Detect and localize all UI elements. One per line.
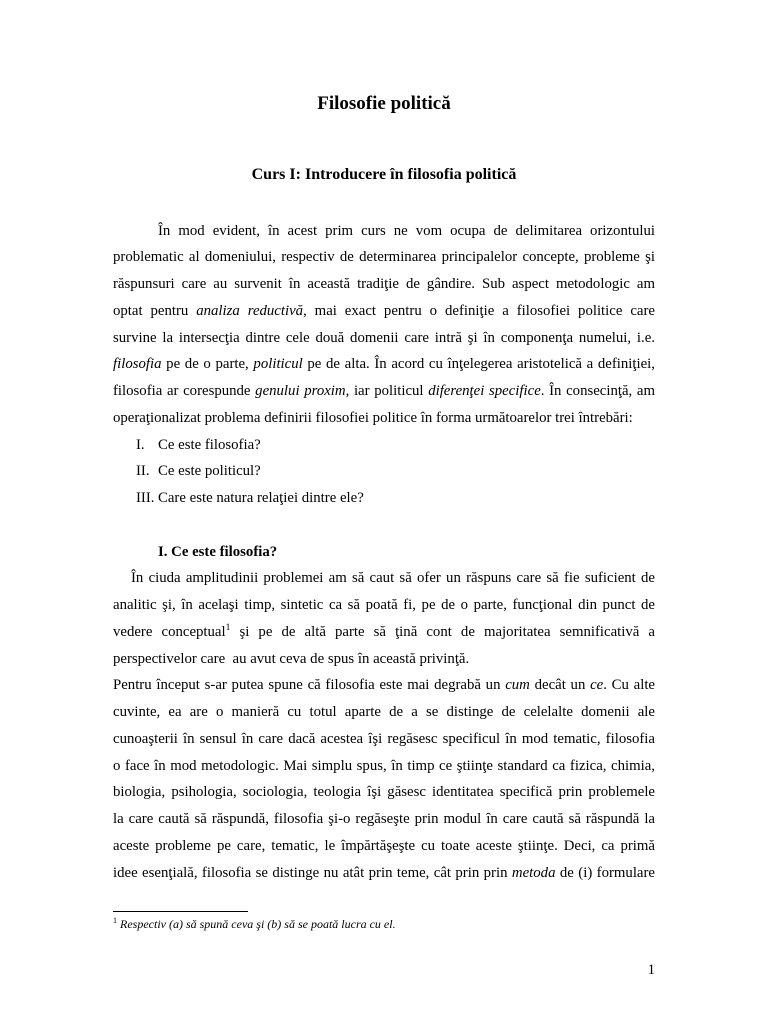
text-run: cunoaşterii în sensul în care dacă acestea îşi regăsesc specificul în mod tematic, filosofia bbox=[113, 730, 655, 747]
list-numeral: I. bbox=[136, 436, 145, 453]
text-run: pe de o parte, bbox=[161, 356, 254, 373]
emphasis-text: metoda bbox=[511, 864, 556, 881]
document-title: Filosofie politică bbox=[317, 93, 451, 114]
text-run: , mai exact pentru o definiţie a filosofiei politice care bbox=[303, 302, 655, 319]
text-line bbox=[113, 646, 655, 673]
text-run: de (i) formulare bbox=[555, 864, 655, 881]
text-run: pe de alta. În acord cu înţelegerea aristotelică a definiţiei, bbox=[302, 356, 655, 373]
text-run: răspunsuri care au survenit în această tradiţie de gândire. Sub aspect metodologic am bbox=[113, 276, 655, 293]
section-heading: I. Ce este filosofia? bbox=[158, 543, 278, 560]
text-line bbox=[113, 860, 655, 887]
text-run: . În consecinţă, am bbox=[540, 383, 655, 400]
text-line bbox=[113, 699, 655, 726]
text-run: analitic şi, în acelaşi timp, sintetic ca să poată fi, pe de o parte, funcţional din punct de bbox=[113, 597, 655, 614]
text-run: Pentru început s-ar putea spune că filosofia este mai degrabă un bbox=[113, 677, 506, 694]
text-line bbox=[113, 833, 655, 860]
text-line bbox=[113, 271, 655, 298]
list-numeral: III. bbox=[136, 490, 155, 507]
list-item bbox=[113, 458, 655, 485]
text-line bbox=[113, 726, 655, 753]
emphasis-text: filosofia bbox=[113, 356, 162, 373]
text-line bbox=[113, 325, 655, 352]
text-line bbox=[113, 753, 655, 780]
footnote-text: Respectiv (a) să spună ceva şi (b) să se poată lucra cu el. bbox=[120, 917, 396, 931]
paragraph bbox=[113, 672, 655, 886]
text-run: survine la intersecţia dintre cele două domenii care intră şi în componenţa numelui, i.e. bbox=[113, 329, 655, 346]
text-run: . Cu alte bbox=[603, 677, 656, 694]
text-run: la care caută să răspundă, filosofia şi-o regăseşte prin modul în care caută să răspundă la bbox=[113, 811, 655, 828]
text-line bbox=[113, 779, 655, 806]
document-body bbox=[113, 218, 655, 887]
emphasis-text: analiza reductivă bbox=[196, 302, 304, 319]
footnote-reference: 1 bbox=[225, 622, 231, 633]
intro-paragraph bbox=[113, 218, 655, 432]
text-run: decât un bbox=[529, 677, 591, 694]
text-run: În ciuda amplitudinii problemei am să caut să ofer un răspuns care să fie suficient de bbox=[131, 570, 655, 587]
text-line bbox=[113, 378, 655, 405]
text-line bbox=[113, 244, 655, 271]
text-line bbox=[113, 619, 655, 646]
text-run: , iar politicul bbox=[345, 383, 429, 400]
text-line bbox=[113, 672, 655, 699]
footnote-separator bbox=[113, 911, 248, 912]
text-run: În mod evident, în acest prim curs ne vom ocupa de delimitarea orizontului bbox=[158, 222, 655, 239]
emphasis-text: politicul bbox=[253, 356, 303, 373]
course-title: Curs I: Introducere în filosofia politică bbox=[251, 166, 517, 183]
text-run: o face în mod metodologic. Mai simplu spus, în timp ce ştiinţe standard ca fizica, chimia, bbox=[113, 757, 655, 774]
emphasis-text: genului proxim bbox=[255, 383, 346, 400]
emphasis-text: cum bbox=[505, 677, 530, 694]
text-run: operaţionalizat problema definirii filosofiei politice în forma următoarelor trei întrebări: bbox=[113, 409, 633, 426]
text-run: cuvinte, ea are o manieră cu totul aparte de a se distinge de celelalte domenii ale bbox=[113, 704, 655, 721]
text-line bbox=[113, 351, 655, 378]
list-item-text: Ce este filosofia? bbox=[158, 436, 261, 453]
text-run: vedere conceptual bbox=[113, 623, 226, 640]
text-line bbox=[113, 565, 655, 592]
text-run: şi pe de altă parte să ţină cont de majoritatea semnificativă a bbox=[230, 623, 655, 640]
text-run: filosofia ar corespunde bbox=[113, 383, 256, 400]
text-line bbox=[113, 806, 655, 833]
page-number: 1 bbox=[647, 962, 655, 978]
text-run: perspectivelor care au avut ceva de spus în această privinţă. bbox=[113, 650, 470, 667]
text-run: biologia, psihologia, sociologia, teologia îşi găsesc identitatea specifică prin problemele bbox=[113, 784, 655, 801]
text-run: idee esenţială, filosofia se distinge nu atât prin teme, cât prin prin bbox=[113, 864, 512, 881]
footnote bbox=[113, 917, 655, 932]
list-item-text: Care este natura relaţiei dintre ele? bbox=[158, 490, 364, 507]
text-run: problematic al domeniului, respectiv de determinarea principalelor concepte, probleme şi bbox=[113, 249, 655, 266]
text-line bbox=[113, 298, 655, 325]
text-line bbox=[113, 592, 655, 619]
list-item-text: Ce este politicul? bbox=[158, 463, 261, 480]
text-run: optat pentru bbox=[113, 302, 197, 319]
emphasis-text: ce bbox=[590, 677, 604, 694]
text-run: aceste probleme pe care, tematic, le împărtăşeşte cu toate aceste ştiinţe. Deci, ca primă bbox=[113, 837, 655, 854]
footnote-marker: 1 bbox=[113, 916, 117, 925]
list-item bbox=[113, 432, 655, 459]
list-numeral: II. bbox=[136, 463, 150, 480]
spacer bbox=[113, 512, 655, 539]
paragraph bbox=[113, 565, 655, 672]
text-line bbox=[113, 218, 655, 245]
emphasis-text: diferenţei specifice bbox=[428, 383, 541, 400]
list-item bbox=[113, 485, 655, 512]
text-line bbox=[113, 405, 655, 432]
questions-list bbox=[113, 432, 655, 512]
